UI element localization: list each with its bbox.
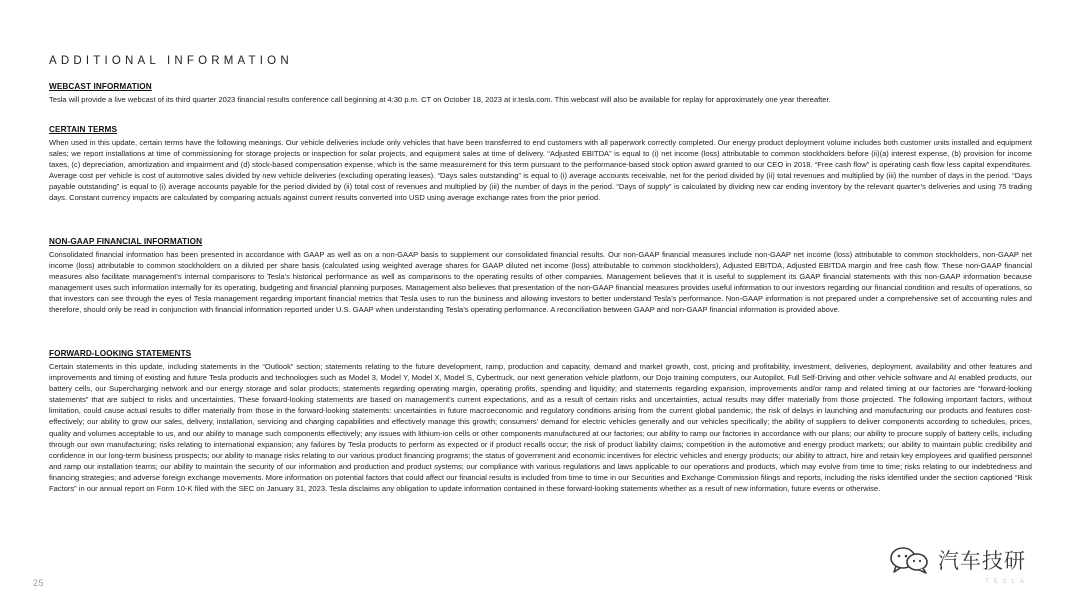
document-page <box>49 0 1032 608</box>
section-body: When used in this update, certain terms have the following meanings. Our vehicle deliveries include only vehicles that have been transferred to end customers with all paperwork correctly completed. Our energy product deployment volume includes both customer units installed and equipment sales; we report installations at time of commissioning for storage projects or inspection for solar projects, and equipment sales at time of delivery. “Adjusted EBITDA” is equal to (i) net income (loss) attributable to common stockholders before (ii)(a) interest expense, (b) provision for income taxes, (c) depreciation, amortization and impairment and (d) stock-based compensation expense, which is the same measurement for this term pursuant to the performance-based stock option award granted to our CEO in 2018. “Free cash flow” is operating cash flow less capital expenditures. Average cost per vehicle is cost of automotive sales divided by new vehicle deliveries (excluding operating leases). “Days sales outstanding” is equal to (i) average accounts receivable, net for the period divided by (ii) total revenues and multiplied by (iii) the number of days in the period. “Days payable outstanding” is equal to (i) average accounts payable for the period divided by (ii) total cost of revenues and multiplied by (iii) the number of days in the period. “Days of supply” is calculated by dividing new car ending inventory by the relevant quarter’s deliveries and using 75 trading days. Constant currency impacts are calculated by comparing actuals against current results converted into USD using average exchange rates from the prior period. <box>49 138 1032 203</box>
section-certain-terms <box>49 125 1032 204</box>
wechat-chat-bubbles-icon <box>888 545 932 575</box>
section-non-gaap-financial-information <box>49 237 1032 316</box>
section-title: NON-GAAP FINANCIAL INFORMATION <box>49 237 203 246</box>
section-body: Tesla will provide a live webcast of its third quarter 2023 financial results conference call beginning at 4:30 p.m. CT on October 18, 2023 at ir.tesla.com. This webcast will also be available for replay for approximately one year thereafter. <box>49 95 831 104</box>
section-forward-looking-statements <box>49 349 1032 494</box>
brand-mark: TESLA <box>985 579 1030 585</box>
section-body: Consolidated financial information has been presented in accordance with GAAP as well as on a non-GAAP basis to supplement our consolidated financial results. Our non-GAAP financial measures include non-GAAP net income (loss) attributable to common stockholders, non-GAAP net income (loss) attributable to common stockholders on a diluted per share basis (calculated using weighted average shares for GAAP diluted net income (loss) attributable to common stockholders), Adjusted EBITDA, Adjusted EBITDA margin and free cash flow. These non-GAAP financial measures also facilitate management’s internal comparisons to Tesla’s historical performance as well as comparisons to the operating results of other companies. Management believes that it is useful to supplement its GAAP financial statements with this non-GAAP information because management uses such information internally for its operating, budgeting and financial planning purposes. Management also believes that presentation of the non-GAAP financial measures provides useful information to our investors regarding our financial condition and results of operations, so that investors can see through the eyes of Tesla management regarding important financial metrics that Tesla uses to run the business and allowing investors to better understand Tesla’s performance. Non-GAAP information is not prepared under a comprehensive set of accounting rules and therefore, should only be read in conjunction with financial information reported under U.S. GAAP when understanding Tesla’s operating performance. A reconciliation between GAAP and non-GAAP financial information is provided above. <box>49 250 1032 315</box>
section-title: CERTAIN TERMS <box>49 125 118 134</box>
watermark-text: 汽车技研 <box>938 549 1026 573</box>
page-title: ADDITIONAL INFORMATION <box>49 55 293 67</box>
section-title: WEBCAST INFORMATION <box>49 82 152 91</box>
section-webcast-information <box>49 82 1032 105</box>
watermark <box>888 545 1026 575</box>
section-title: FORWARD-LOOKING STATEMENTS <box>49 349 192 358</box>
section-body: Certain statements in this update, including statements in the “Outlook” section; statements relating to the future development, ramp, production and capacity, demand and market growth, cost, pricing and profitability, investment, deliveries, deployment, availability and other features and improvements and timing of existing and future Tesla products and technologies such as Model 3, Model Y, Model X, Model S, Cybertruck, our next generation vehicle platform, our Dojo training computers, our Autopilot, Full Self-Driving and other vehicle software and AI enabled products, our battery cells, our Supercharging network and our energy storage and solar products; statements regarding operating margin, operating profits, spending and liquidity; and statements regarding expansion, improvements and/or ramp and related timing at our factories are “forward-looking statements” that are subject to risks and uncertainties. These forward-looking statements are based on management’s current expectations, and as a result of certain risks and uncertainties, actual results may differ materially from those projected. The following important factors, without limitation, could cause actual results to differ materially from those in the forward-looking statements: uncertainties in future macroeconomic and regulatory conditions arising from the current global pandemic; the risk of delays in launching and manufacturing our products and features cost-effectively; our ability to grow our sales, delivery, installation, servicing and charging capabilities and effectively manage this growth; consumers’ demand for electric vehicles generally and our vehicles specifically; the ability of suppliers to deliver components according to schedules, prices, quality and volumes acceptable to us, and our ability to manage such components effectively; any issues with lithium-ion cells or other components manufactured at our factories; our ability to ramp our factories in accordance with our plans; our ability to procure supply of battery cells, including through our own manufacturing; risks relating to international expansion; any failures by Tesla products to perform as expected or if product recalls occur; the risk of product liability claims; competition in the automotive and energy product markets; our ability to maintain public credibility and confidence in our long-term business prospects; our ability to manage risks relating to our various product financing programs; the status of government and economic incentives for electric vehicles and energy products; our ability to attract, hire and retain key employees and qualified personnel and ramp our installation teams; our ability to maintain the security of our information and production and product systems; our compliance with various regulations and laws applicable to our operations and products, which may evolve from time to time; risks relating to our indebtedness and financing strategies; and adverse foreign exchange movements. More information on potential factors that could affect our financial results is included from time to time in our Securities and Exchange Commission filings and reports, including the risks identified under the section captioned “Risk Factors” in our annual report on Form 10-K filed with the SEC on January 31, 2023. Tesla disclaims any obligation to update information contained in these forward-looking statements whether as a result of new information, future events or otherwise. <box>49 362 1032 494</box>
page-number: 25 <box>33 578 45 588</box>
